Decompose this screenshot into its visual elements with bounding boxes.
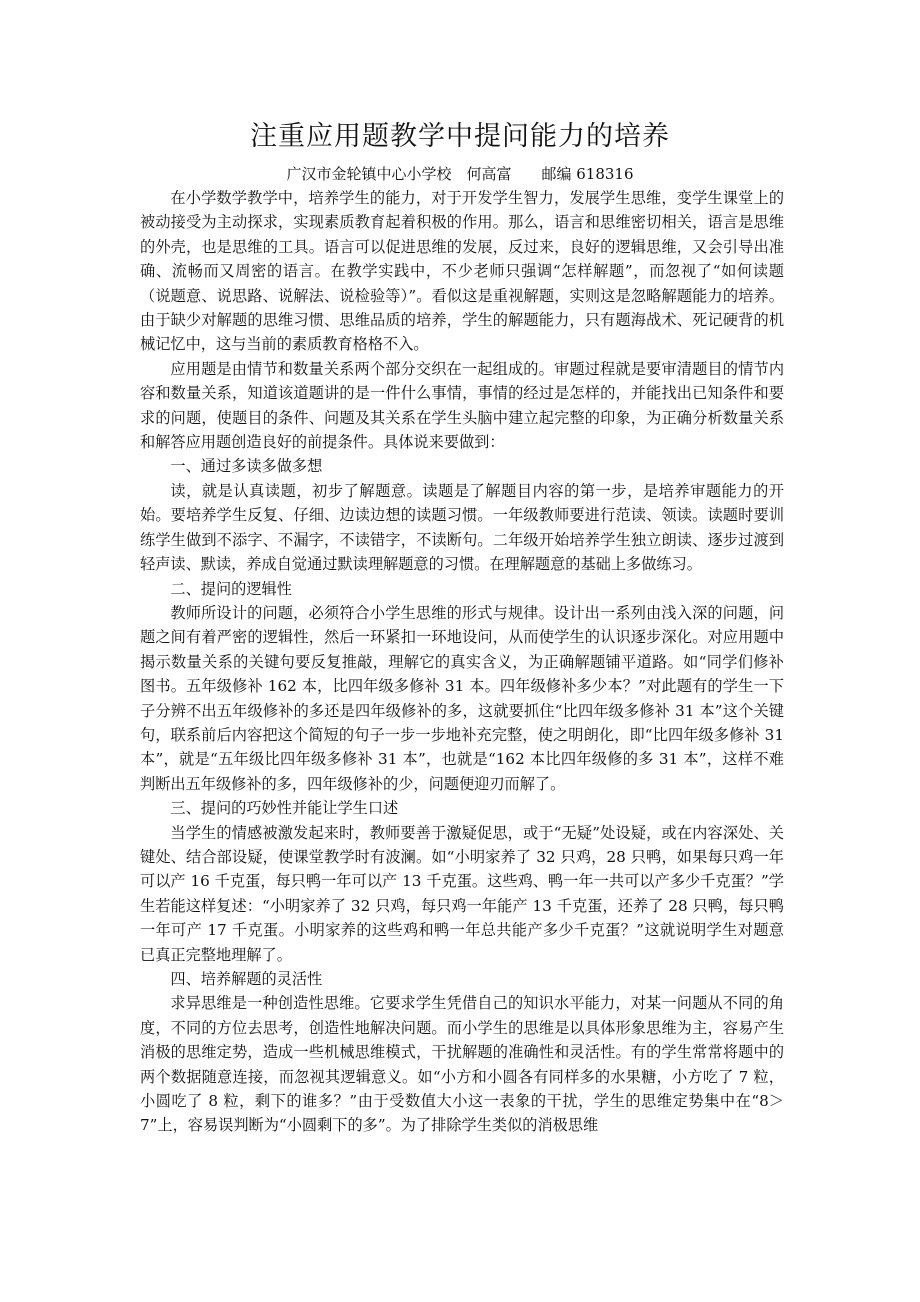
author-line: 广汉市金轮镇中心小学校 何高富 邮编 618316 <box>286 165 634 183</box>
section-heading: 一、通过多读多做多想 <box>170 457 323 476</box>
section-heading: 四、培养解题的灵活性 <box>170 970 323 988</box>
document-title: 注重应用题教学中提问能力的培养 <box>250 121 670 152</box>
section-heading: 二、提问的逻辑性 <box>170 579 292 598</box>
section-paragraph: 教师所设计的问题，必须符合小学生思维的形式与规律。设计出一系列由浅入深的问题，问题之间有着严密的逻辑性，然后一环紧扣一环地设问，从而使学生的认识逐步深化。对应用题中揭示数量关系的关键句要反复推敲，理解它的真实含义，为正确解题铺平道路。如“同学们修补图书。五年级修补 162 本，比四年级多修补 31 本。四年级修补多少本？”对此题有的学生一下子分辨不出五年级修补的多还是四年级修补的多，这就要抓住“比四年级多修补 31 本”这个关键句，联系前后内容把这个简短的句子一步一步地补充完整，使之明朗化，即“比四年级多修补 31 本”，就是“五年级比四年级多修补 31 本”，也就是“162 本比四年级修的多 31 本”，这样不难判断出五年级修补的多，四年级修补的少，问题便迎刃而解了。 <box>140 603 784 793</box>
document-body <box>140 186 784 1138</box>
section-paragraph: 求异思维是一种创造性思维。它要求学生凭借自己的知识水平能力，对某一问题从不同的角度，不同的方位去思考，创造性地解决问题。而小学生的思维是以具体形象思维为主，容易产生消极的思维定势，造成一些机械思维模式，干扰解题的准确性和灵活性。有的学生常常将题中的两个数据随意连接，而忽视其逻辑意义。如“小方和小圆各有同样多的水果糖，小方吃了 7 粒，小圆吃了 8 粒，剩下的谁多？”由于受数值大小这一表象的干扰，学生的思维定势集中在“8＞7”上，容易误判断为“小圆剩下的多”。为了排除学生类似的消极思维 <box>140 994 784 1135</box>
intro-paragraph: 在小学数学教学中，培养学生的能力，对于开发学生智力，发展学生思维，变学生课堂上的被动接受为主动探求，实现素质教育起着积极的作用。那么，语言和思维密切相关，语言是思维的外壳，也是思维的工具。语言可以促进思维的发展，反过来，良好的逻辑思维，又会引导出准确、流畅而又周密的语言。在教学实践中，不少老师只强调“怎样解题”，而忽视了“如何读题（说题意、说思路、说解法、说检验等）”。看似这是重视解题，实则这是忽略解题能力的培养。由于缺少对解题的思维习惯、思维品质的培养，学生的解题能力，只有题海战术、死记硬背的机械记忆中，这与当前的素质教育格格不入。 <box>140 189 784 354</box>
intro-paragraph: 应用题是由情节和数量关系两个部分交织在一起组成的。审题过程就是要审清题目的情节内容和数量关系，知道该道题讲的是一件什么事情，事情的经过是怎样的，并能找出已知条件和要求的问题，使题目的条件、问题及其关系在学生头脑中建立起完整的印象，为正确分析数量关系和解答应用题创造良好的前提条件。具体说来要做到： <box>140 359 784 452</box>
section-paragraph: 读，就是认真读题，初步了解题意。读题是了解题目内容的第一步，是培养审题能力的开始。要培养学生反复、仔细、边读边想的读题习惯。一年级教师要进行范读、领读。读题时要训练学生做到不添字、不漏字，不读错字，不读断句。二年级开始培养学生独立朗读、逐步过渡到轻声读、默读，养成自觉通过默读理解题意的习惯。在理解题意的基础上多做练习。 <box>140 481 784 574</box>
section-heading: 三、提问的巧妙性并能让学生口述 <box>170 799 399 818</box>
section-paragraph: 当学生的情感被激发起来时，教师要善于激疑促思，或于“无疑”处设疑，或在内容深处、关键处、结合部设疑，使课堂教学时有波澜。如“小明家养了 32 只鸡，28 只鸭，如果每只鸡一年可以产 16 千克蛋，每只鸭一年可以产 13 千克蛋。这些鸡、鸭一年一共可以产多少千克蛋？”学生若能这样复述：“小明家养了 32 只鸡，每只鸡一年能产 13 千克蛋，还养了 28 只鸭，每只鸭一年可产 17 千克蛋。小明家养的这些鸡和鸭一年总共能产多少千克蛋？”这就说明学生对题意已真正完整地理解了。 <box>140 823 784 964</box>
